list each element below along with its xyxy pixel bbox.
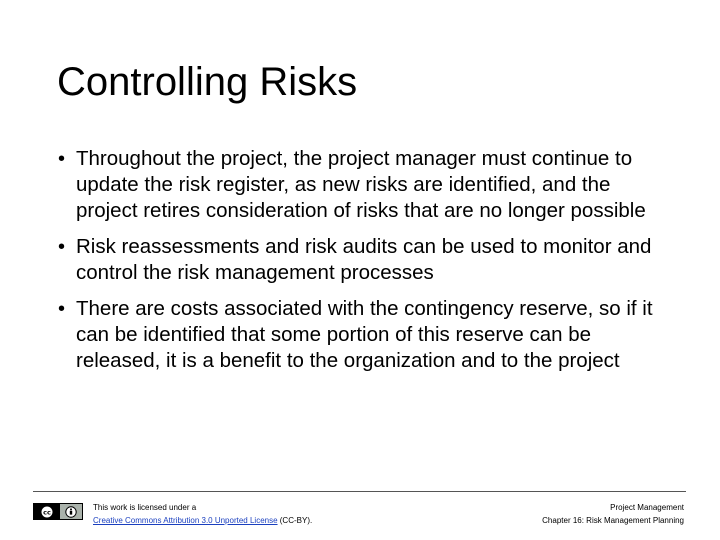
bullet-item [58, 234, 670, 286]
cc-by-icon[interactable] [33, 503, 83, 520]
footer-divider [33, 491, 686, 492]
bullet-marker: • [58, 298, 66, 320]
license-prefix: This work is licensed under a [93, 503, 197, 512]
slide-title: Controlling Risks [57, 60, 358, 104]
svg-text:cc: cc [43, 508, 51, 517]
bullet-item [58, 146, 670, 224]
bullet-text: Risk reassessments and risk audits can be used to monitor and control the risk management processes [76, 235, 652, 284]
course-info [542, 501, 684, 527]
course-title: Project Management [610, 503, 684, 512]
bullet-marker: • [58, 236, 66, 258]
chapter-title: Chapter 16: Risk Management Planning [542, 516, 684, 525]
attribution-icon [60, 506, 82, 518]
license-notice [93, 501, 312, 527]
bullet-item [58, 296, 670, 374]
bullet-marker: • [58, 148, 66, 170]
bullet-text: There are costs associated with the contingency reserve, so if it can be identified that some portion of this reserve can be released, it is a benefit to the organization and to the project [76, 297, 653, 372]
license-link[interactable]: Creative Commons Attribution 3.0 Unported License [93, 516, 278, 525]
bullet-list [58, 146, 670, 384]
cc-icon [34, 504, 60, 519]
license-line [93, 514, 312, 527]
license-suffix: (CC-BY). [277, 516, 313, 525]
bullet-text: Throughout the project, the project manager must continue to update the risk register, as new risks are identified, and the project retires consideration of risks that are no longer possible [76, 147, 646, 222]
